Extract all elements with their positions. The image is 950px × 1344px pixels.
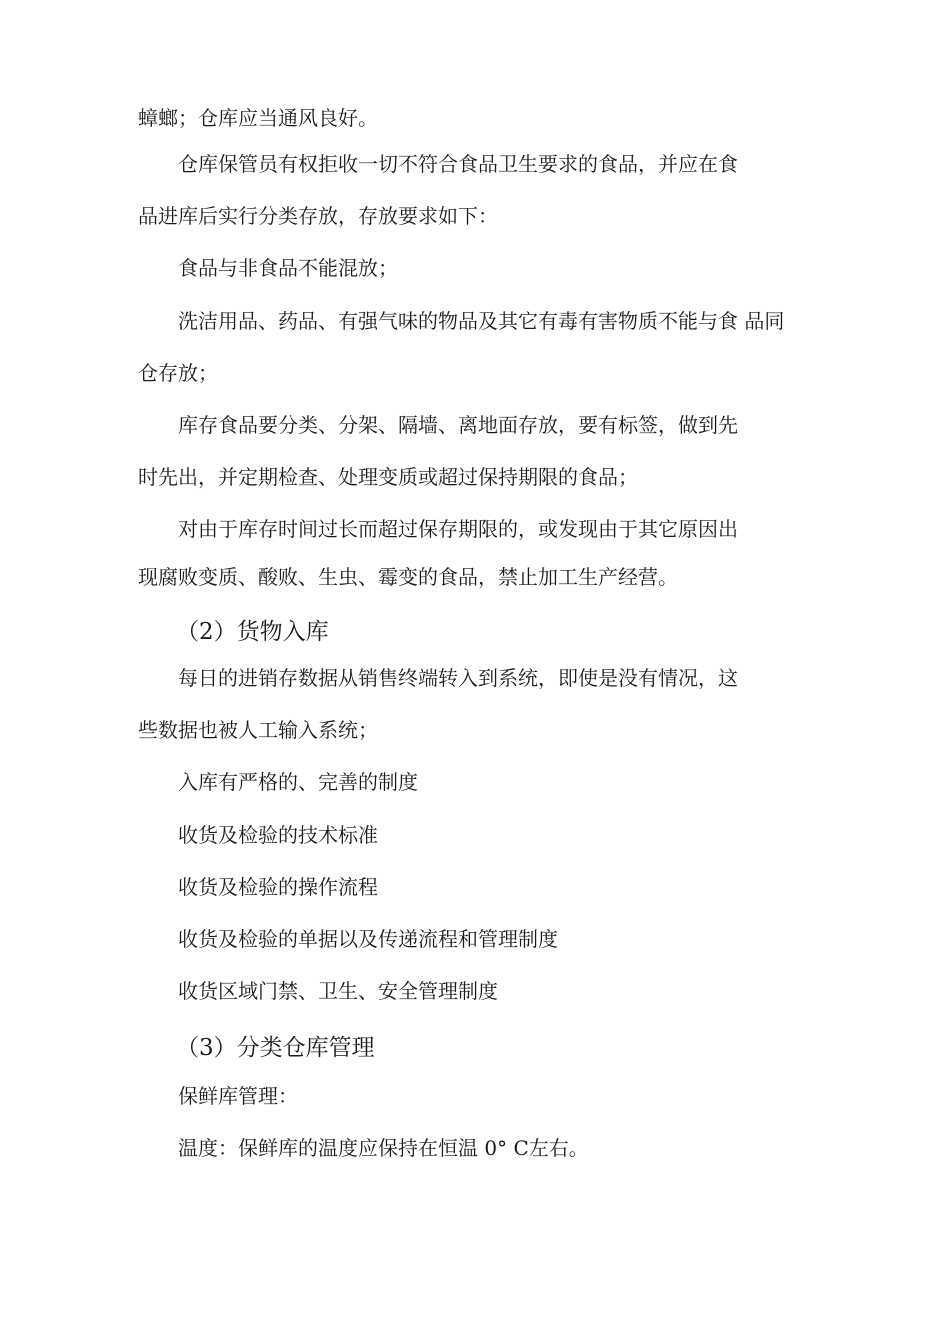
paragraph-line: 蟑螂；仓库应当通风良好。 [138,106,378,130]
section-heading: （3）分类仓库管理 [176,1035,375,1061]
list-item: 对由于库存时间过长而超过保存期限的，或发现由于其它原因出 [178,517,738,541]
list-item: 食品与非食品不能混放； [178,256,398,280]
section-heading: （2）货物入库 [176,619,329,645]
list-item: 收货及检验的单据以及传递流程和管理制度 [178,927,558,951]
paragraph-line: 仓库保管员有权拒收一切不符合食品卫生要求的食品，并应在食 [178,152,738,176]
paragraph-line: 时先出，并定期检查、处理变质或超过保持期限的食品； [138,465,638,489]
list-item: 入库有严格的、完善的制度 [178,770,418,794]
paragraph-line: 仓存放； [138,361,218,385]
paragraph-line: 品进库后实行分类存放，存放要求如下： [138,204,498,228]
paragraph-line: 保鲜库管理： [178,1084,298,1108]
paragraph-line: 温度：保鲜库的温度应保持在恒温 0° C左右。 [178,1136,589,1160]
list-item: 库存食品要分类、分架、隔墙、离地面存放，要有标签，做到先 [178,413,738,437]
paragraph-line: 些数据也被人工输入系统； [138,718,378,742]
list-item: 洗洁用品、药品、有强气味的物品及其它有毒有害物质不能与食 品同 [178,309,785,333]
list-item: 收货及检验的技术标准 [178,823,378,847]
paragraph-line: 现腐败变质、酸败、生虫、霉变的食品，禁止加工生产经营。 [138,565,678,589]
list-item: 收货区域门禁、卫生、安全管理制度 [178,979,498,1003]
paragraph-line: 每日的进销存数据从销售终端转入到系统，即使是没有情况，这 [178,666,738,690]
list-item: 收货及检验的操作流程 [178,875,378,899]
